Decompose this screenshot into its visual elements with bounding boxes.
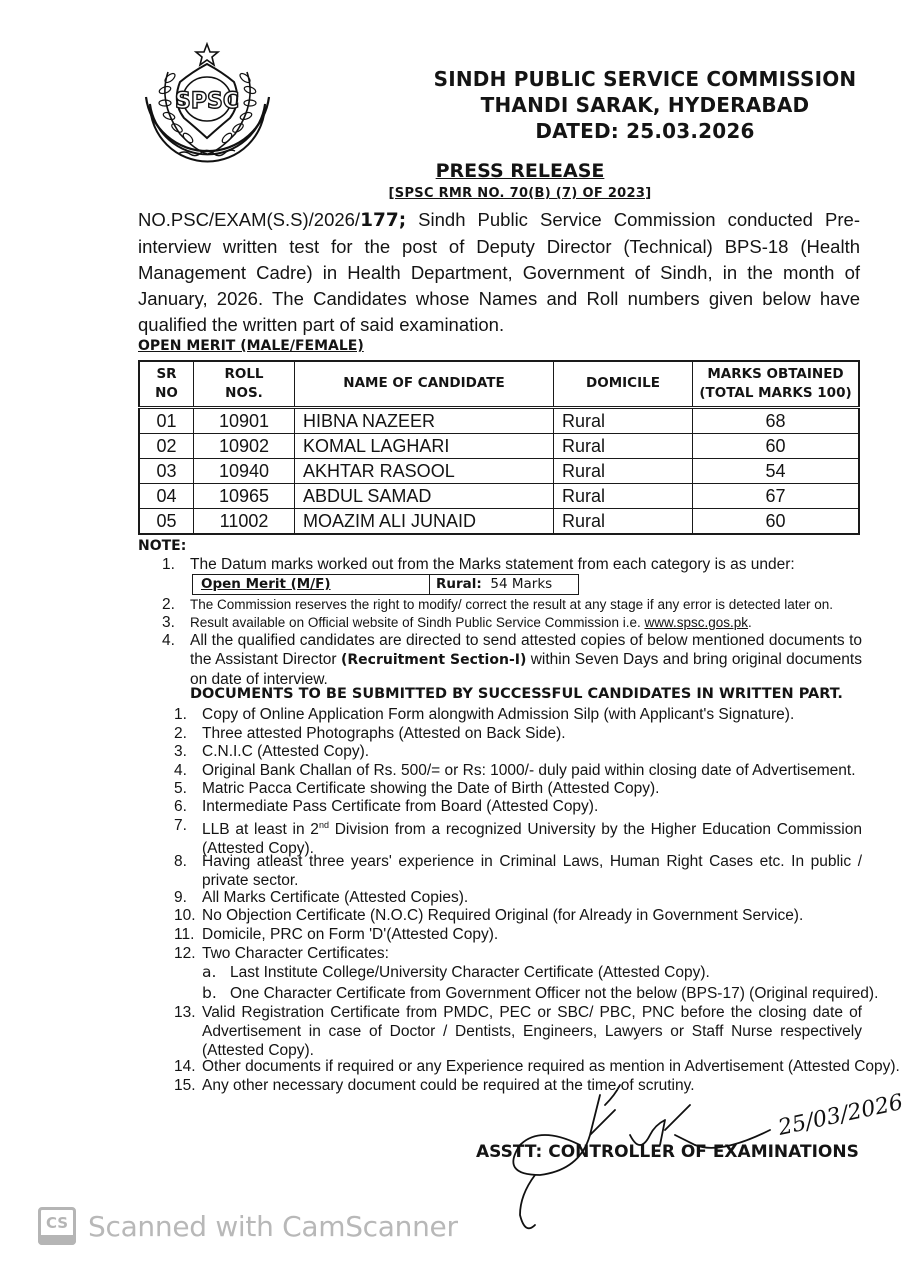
cell-domicile: Rural: [554, 483, 693, 508]
release-date: DATED: 25.03.2026: [535, 119, 755, 143]
organization-address: THANDI SARAK, HYDERABAD: [480, 93, 810, 117]
cell-sr-no: 01: [139, 407, 194, 433]
cell-roll-no: 10965: [194, 483, 295, 508]
datum-value: Rural: 54 Marks: [436, 576, 553, 592]
cell-sr-no: 04: [139, 483, 194, 508]
press-release-title: PRESS RELEASE: [435, 160, 605, 182]
cell-sr-no: 05: [139, 508, 194, 534]
column-header-sr-no: SR NO: [139, 361, 194, 407]
press-release-reference: [SPSC RMR NO. 70(B) (7) OF 2023]: [388, 186, 652, 201]
cell-sr-no: 03: [139, 458, 194, 483]
svg-text:25/03/2026: 25/03/2026: [776, 1090, 906, 1141]
table-row: [139, 483, 859, 508]
datum-category: Open Merit (M/F): [193, 575, 430, 594]
cell-name: AKHTAR RASOOL: [295, 458, 554, 483]
camscanner-icon: CS: [38, 1207, 76, 1245]
cell-domicile: Rural: [554, 508, 693, 534]
datum-marks-box: [192, 574, 579, 595]
table-header-row: [139, 361, 859, 407]
cell-roll-no: 11002: [194, 508, 295, 534]
table-row: [139, 433, 859, 458]
table-row: [139, 407, 859, 433]
cell-name: ABDUL SAMAD: [295, 483, 554, 508]
cell-name: HIBNA NAZEER: [295, 407, 554, 433]
note-heading: NOTE:: [138, 538, 187, 554]
column-header-marks: MARKS OBTAINED (TOTAL MARKS 100): [693, 361, 860, 407]
table-row: [139, 508, 859, 534]
cell-roll-no: 10902: [194, 433, 295, 458]
letter-number-suffix: 177;: [360, 210, 407, 231]
cell-marks: 60: [693, 433, 860, 458]
camscanner-watermark: [38, 1207, 458, 1245]
cell-name: MOAZIM ALI JUNAID: [295, 508, 554, 534]
cell-marks: 68: [693, 407, 860, 433]
cell-name: KOMAL LAGHARI: [295, 433, 554, 458]
intro-paragraph: [138, 207, 860, 338]
column-header-roll-nos: ROLL NOS.: [194, 361, 295, 407]
column-header-domicile: DOMICILE: [554, 361, 693, 407]
documents-heading: DOCUMENTS TO BE SUBMITTED BY SUCCESSFUL CANDIDATES IN WRITTEN PART.: [190, 686, 843, 702]
results-table: [138, 360, 860, 535]
letter-number: NO.PSC/EXAM(S.S)/2026/: [138, 209, 361, 230]
handwritten-signature: [480, 1075, 915, 1235]
website-link[interactable]: www.spsc.gos.pk: [644, 615, 749, 630]
cell-marks: 54: [693, 458, 860, 483]
organization-name: SINDH PUBLIC SERVICE COMMISSION: [433, 67, 857, 91]
cell-marks: 67: [693, 483, 860, 508]
cell-roll-no: 10901: [194, 407, 295, 433]
category-heading: OPEN MERIT (MALE/FEMALE): [138, 338, 364, 354]
cell-marks: 60: [693, 508, 860, 534]
svg-text:SPSC: SPSC: [175, 89, 239, 114]
watermark-text: Scanned with CamScanner: [88, 1209, 458, 1243]
cell-sr-no: 02: [139, 433, 194, 458]
cell-domicile: Rural: [554, 433, 693, 458]
cell-domicile: Rural: [554, 407, 693, 433]
spsc-logo: [140, 42, 275, 172]
column-header-name: NAME OF CANDIDATE: [295, 361, 554, 407]
intro-text: Sindh Public Service Commission conducted Pre-interview written test for the post of Deputy Director (Technical) BPS-18 (Health Management Cadre) in Health Department, Government of Sindh, in the month of January, 2026. The Candidates whose Names and Roll numbers given below have qualified the written part of said examination.: [138, 209, 860, 335]
cell-domicile: Rural: [554, 458, 693, 483]
signatory-title: ASSTT: CONTROLLER OF EXAMINATIONS: [476, 1142, 859, 1162]
cell-roll-no: 10940: [194, 458, 295, 483]
table-row: [139, 458, 859, 483]
